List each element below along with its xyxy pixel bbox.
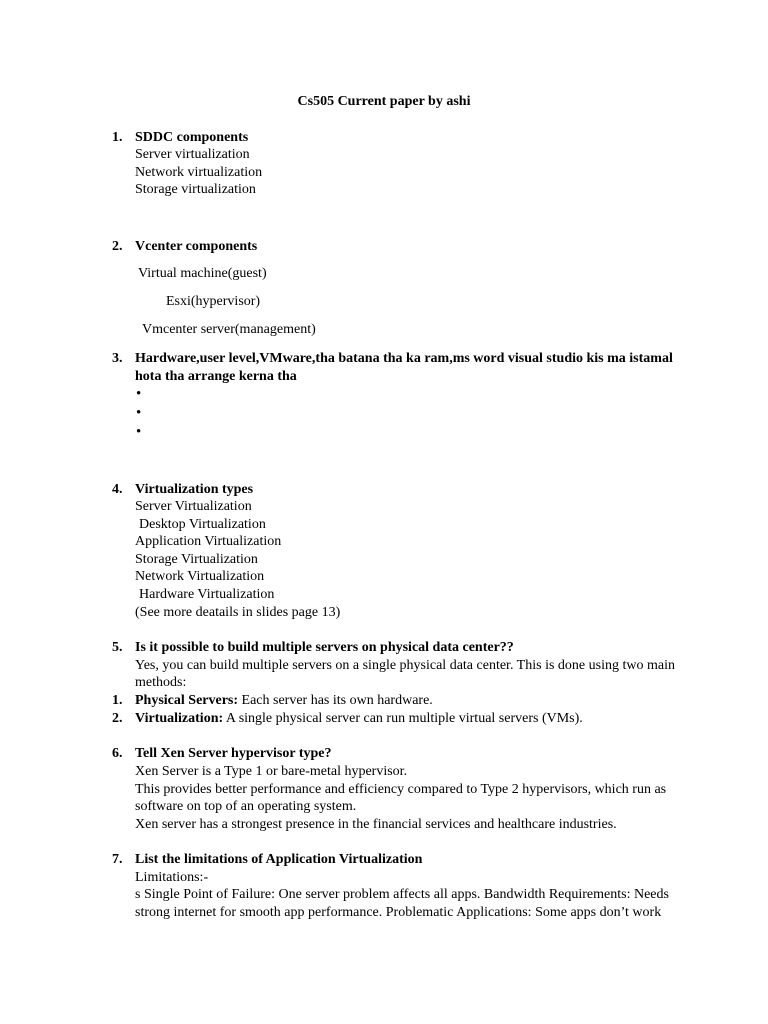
q5-answer-cont: methods: — [135, 675, 187, 690]
q7-line: s Single Point of Failure: One server problem affects all apps. Bandwidth Requirements: Needs — [135, 887, 669, 902]
q6-number: 6. — [112, 746, 123, 761]
q2-number: 2. — [112, 239, 123, 254]
q1-item: Storage virtualization — [135, 182, 256, 197]
q4-item: Application Virtualization — [135, 534, 282, 549]
q4-item: Hardware Virtualization — [139, 587, 275, 602]
q4-item: Server Virtualization — [135, 499, 252, 514]
q2-heading: Vcenter components — [135, 239, 258, 254]
q4-number: 4. — [112, 482, 123, 497]
q1-item: Network virtualization — [135, 165, 263, 180]
q1-heading: SDDC components — [135, 130, 249, 145]
method-number: 1. — [112, 693, 123, 708]
q4-heading: Virtualization types — [135, 482, 254, 497]
q2-item: Vmcenter server(management) — [142, 322, 316, 337]
q1-number: 1. — [112, 130, 123, 145]
q1-item: Server virtualization — [135, 147, 250, 162]
method-text: Each server has its own hardware. — [238, 693, 433, 708]
q7-line: strong internet for smooth app performance. Problematic Applications: Some apps don’t work — [135, 905, 662, 920]
bullet-point: • — [136, 424, 142, 440]
q4-item: Storage Virtualization — [135, 552, 258, 567]
q2-item: Virtual machine(guest) — [138, 266, 267, 281]
q4-item: Network Virtualization — [135, 569, 265, 584]
method-item — [135, 692, 433, 710]
method-label: Physical Servers: — [135, 693, 239, 708]
q4-note: (See more deatails in slides page 13) — [135, 605, 341, 620]
q6-line: Xen server has a strongest presence in the financial services and healthcare industries. — [135, 817, 617, 832]
q6-heading: Tell Xen Server hypervisor type? — [135, 746, 332, 761]
page-title: Cs505 Current paper by ashi — [297, 94, 471, 109]
q3-heading: Hardware,user level,VMware,tha batana tha ka ram,ms word visual studio kis ma istamal — [135, 351, 673, 366]
q7-line: Limitations:- — [135, 870, 209, 885]
q6-line: This provides better performance and efficiency compared to Type 2 hypervisors, which run as — [135, 782, 667, 797]
method-item — [135, 710, 583, 728]
q7-number: 7. — [112, 852, 123, 867]
method-text: A single physical server can run multiple virtual servers (VMs). — [223, 711, 583, 726]
q6-line: Xen Server is a Type 1 or bare-metal hypervisor. — [135, 764, 408, 779]
q5-heading: Is it possible to build multiple servers on physical data center?? — [135, 640, 514, 655]
q5-number: 5. — [112, 640, 123, 655]
q3-heading-cont: hota tha arrange kerna tha — [135, 369, 297, 384]
method-number: 2. — [112, 711, 123, 726]
q5-answer: Yes, you can build multiple servers on a single physical data center. This is done using two main — [135, 658, 675, 673]
q2-item: Esxi(hypervisor) — [166, 294, 261, 309]
q6-line: software on top of an operating system. — [135, 799, 357, 814]
bullet-point: • — [136, 405, 142, 421]
bullet-point: • — [136, 386, 142, 402]
q7-heading: List the limitations of Application Virtualization — [135, 852, 423, 867]
q4-item: Desktop Virtualization — [139, 517, 266, 532]
method-label: Virtualization: — [135, 711, 224, 726]
q3-number: 3. — [112, 351, 123, 366]
